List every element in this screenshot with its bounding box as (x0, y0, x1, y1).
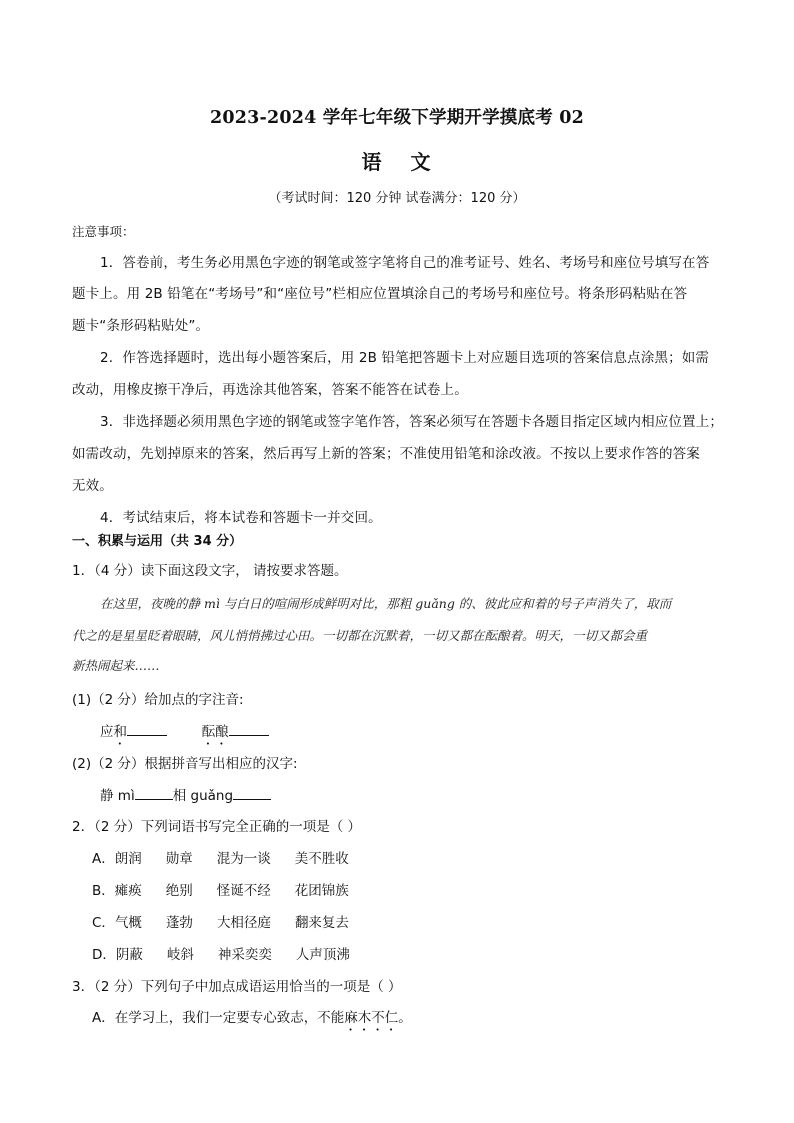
answer-blank[interactable] (229, 723, 269, 736)
subject-title: 语 文 (361, 150, 433, 174)
q1-stem: 1．（4 分）读下面这段文字， 请按要求答题。 (72, 563, 348, 579)
section-1-title: 一、积累与运用（共 34 分） (72, 534, 243, 549)
q1-passage-line-3: 新热闹起来…… (72, 658, 160, 673)
q1-sub1: (1)（2 分）给加点的字注音: (72, 692, 244, 708)
answer-blank[interactable] (233, 787, 271, 800)
notice-line-1: 1．答卷前，考生务必用黑色字迹的钢笔或签字笔将自己的准考证号、姓名、考场号和座位号填写在答 (100, 255, 710, 271)
q3-option-a[interactable]: A．在学习上，我们一定要专心致志，不能麻木不仁。 (92, 1010, 412, 1026)
q1-sub2-items (100, 784, 271, 804)
notice-line-5: 改动，用橡皮擦干净后，再选涂其他答案，答案不能答在试卷上。 (72, 382, 468, 398)
q1-sub1-item-b: 酝酿 (201, 724, 229, 740)
q1-sub2-item-b: 相 guǎng (172, 788, 234, 804)
q1-sub1-items (100, 720, 269, 748)
notice-line-2: 题卡上。用 2B 铅笔在“考场号”和“座位号”栏相应位置填涂自己的考场号和座位号。将条形码粘贴在答 (72, 286, 688, 302)
exam-info: （考试时间：120 分钟 试卷满分：120 分） (268, 191, 526, 206)
answer-blank[interactable] (135, 787, 173, 800)
notice-line-9: 4．考试结束后，将本试卷和答题卡一并交回。 (100, 510, 382, 526)
q2-option-a[interactable]: A．朗润 勋章 混为一谈 美不胜收 (92, 851, 349, 867)
notice-line-4: 2．作答选择题时，选出每小题答案后，用 2B 铅笔把答题卡上对应题目选项的答案信息点涂黑；如需 (100, 350, 710, 366)
q1-passage-line-1: 在这里，夜晚的静 mì 与白日的喧闹形成鲜明对比，那粗 guǎng 的、彼此应和着的号子声消失了，取而 (100, 596, 672, 611)
exam-title: 2023-2024 学年七年级下学期开学摸底考 02 (210, 108, 584, 128)
notice-line-6: 3．非选择题必须用黑色字迹的钢笔或签字笔作答，答案必须写在答题卡各题目指定区域内相应位置上； (100, 414, 723, 430)
notice-heading: 注意事项： (72, 224, 135, 239)
answer-blank[interactable] (127, 723, 167, 736)
q2-stem: 2．（2 分）下列词语书写完全正确的一项是（ ） (72, 819, 362, 835)
notice-line-3: 题卡“条形码粘贴处”。 (72, 318, 210, 334)
notice-line-8: 无效。 (72, 478, 113, 494)
q1-passage-line-2: 代之的是星星眨着眼睛，风儿悄悄拂过心田。一切都在沉默着，一切又都在酝酿着。明天，一切又都会重 (72, 628, 648, 643)
q1-sub2: (2)（2 分）根据拼音写出相应的汉字: (72, 756, 298, 772)
q2-option-d[interactable]: D．阴蔽 岐斜 神采奕奕 人声顶沸 (92, 947, 350, 963)
q3-stem: 3．（2 分）下列句子中加点成语运用恰当的一项是（ ） (72, 979, 402, 995)
q2-option-b[interactable]: B．瘫痪 绝别 怪诞不经 花团锦族 (92, 883, 349, 899)
q2-option-c[interactable]: C．气概 蓬勃 大相径庭 翻来复去 (92, 915, 349, 931)
q1-sub1-item-a: 应和 (100, 724, 127, 740)
q1-sub2-item-a: 静 mì (100, 788, 135, 804)
notice-line-7: 如需改动，先划掉原来的答案，然后再写上新的答案；不准使用铅笔和涂改液。不按以上要求作答的答案 (72, 446, 700, 462)
